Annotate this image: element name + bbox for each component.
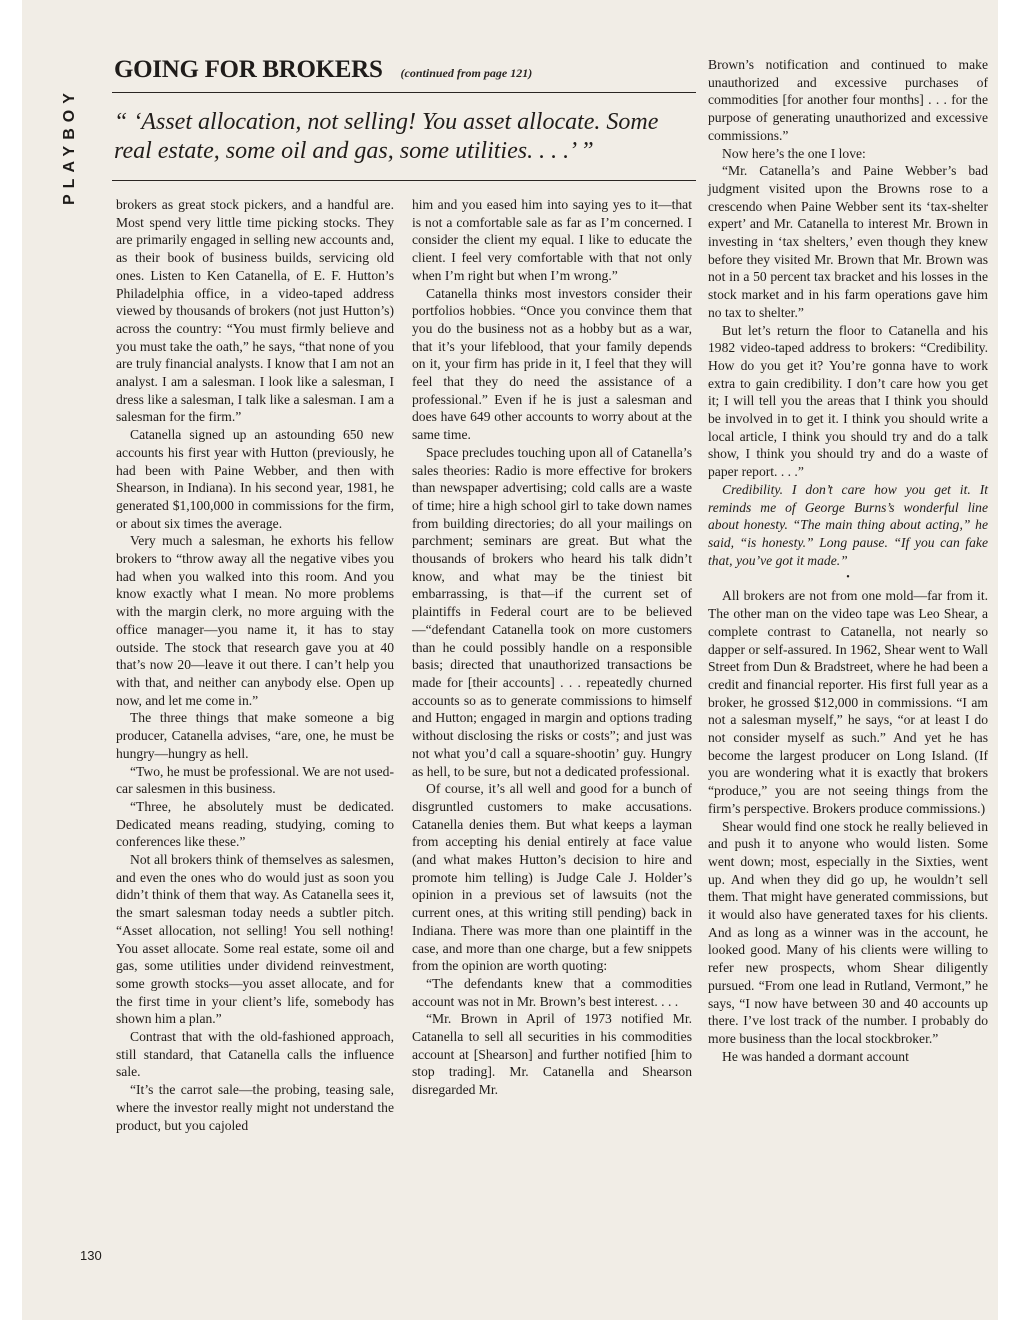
paragraph: “The defendants knew that a commodities account was not in Mr. Brown’s best interest. . . . [412, 975, 692, 1009]
paragraph: Catanella signed up an astounding 650 new accounts his first year with Hutton (previously, he had been with Paine Webber, and then with Shearson, in Indiana). In his second year, 1981, he generated $1,100,000 in commissions for the firm, or about six times the average. [116, 427, 394, 531]
paragraph: “Mr. Catanella’s and Paine Webber’s bad judgment visited upon the Browns rose to a crescendo when Paine Webber sent its ‘tax-shelter expert’ and Mr. Catanella to interest Mr. Brown in investing in ‘tax shelters,’ even though they knew before they visited Mr. Brown that Mr. Brown was not in a 50 percent tax bracket and his losses in the stock market and in his farm operations gave him no tax to shelter.” [708, 163, 988, 320]
paragraph: All brokers are not from one mold—far from it. The other man on the video tape was Leo Shear, a complete contrast to Catanella, not nearly so dapper or self-assured. In 1962, Shear went to Wall Street from Dun & Bradstreet, where he had been a credit and financial reporter. His first full year as a broker, he grossed $12,000 in commissions. “I am not a salesman myself,” he says, “or at least I do not consider myself as such.” And yet he has become the largest producer on Long Island. (If you are wondering what it is exactly that brokers “produce,” you are not seeing things from the firm’s perspective. Brokers produce commissions.) [708, 588, 988, 816]
article-title: GOING FOR BROKERS [114, 56, 383, 83]
paragraph: Brown’s notification and continued to make unauthorized and excessive purchases of commodities [for another four months] . . . for the purpose of generating unauthorized and excessive commissions.” [708, 57, 988, 143]
article-header [114, 56, 694, 84]
rule-top [112, 92, 696, 93]
section-bullet: • [846, 572, 850, 584]
paragraph: Space precludes touching upon all of Catanella’s sales theories: Radio is more effective for brokers than newspaper advertising; cold calls are a waste of time; hire a high school girl to take down names from building directories; do all your mailings on parchment; seminars are great. But what the thousands of brokers who heard his talk didn’t know, and what may be the tiniest bit embarrassing, is that—if the current set of plaintiffs in Federal court are to be believed—“defendant Catanella took on more customers than he could possibly handle on a responsible basis; directed that unauthorized transactions be made for [their accounts] . . . repeatedly churned accounts so as to generate commissions to himself and Hutton; engaged in margin and options trading without disclosing the risks or costs”; and just was not what you’d call a square-shootin’ guy. Hungry as hell, to be sure, but not a dedicated professional. [412, 444, 692, 779]
paragraph: brokers as great stock pickers, and a handful are. Most spend very little time picking stocks. They are primarily engaged in selling new accounts and, as their book of business builds, servicing old ones. Listen to Ken Catanella, of E. F. Hutton’s Philadelphia office, in a video-taped address viewed by thousands of brokers (not just Hutton’s) across the country: “You must firmly believe and you must take the oath,” he says, “that none of you are truly financial analysts. I know that I am not an analyst. I am a salesman. I look like a salesman, I dress like a salesman, I talk like a salesman. I am a salesman for the firm.” [116, 197, 394, 425]
paragraph: “Mr. Brown in April of 1973 notified Mr. Catanella to sell all securities in his commodities account at [Shearson] and further notified [him to stop trading]. Mr. Catanella and Shearson disregarded Mr. [412, 1011, 692, 1098]
magazine-page [22, 0, 998, 1320]
paragraph: But let’s return the floor to Catanella and his 1982 video-taped address to brokers: “Credibility. How do you get it? You’re gonna have to work extra to gain credibility. I don’t care how you get it; I will tell you the areas that I think you should be involved in to get it. I think you should write a local article, I think you should try and do a talk show, I think you should try and do a waste of paper report. . . .” [708, 322, 988, 480]
continued-note: (continued from page 121) [400, 66, 533, 80]
paragraph: Contrast that with the old-fashioned approach, still standard, that Catanella calls the influence sale. [116, 1029, 394, 1080]
page-number: 130 [80, 1248, 102, 1263]
paragraph: “It’s the carrot sale—the probing, teasing sale, where the investor really might not understand the product, but you cajoled [116, 1082, 394, 1133]
paragraph: Not all brokers think of themselves as salesmen, and even the ones who do would just as soon you didn’t think of them that way. As Catanella sees it, the smart salesman today needs a subtler pitch. “Asset allocation, not selling! You sell nothing! You asset allocate. Some real estate, some oil and gas, some utilities under dividend reinvestment, some growth stocks—you asset allocate, and for the first time in your client’s life, somebody has shown him a plan.” [116, 852, 394, 1027]
text-column-1 [116, 196, 394, 1134]
pull-quote: “ ‘Asset allocation, not selling! You asset allocate. Some real estate, some oil and gas, some utilities. . . .’ ” [114, 109, 659, 164]
paragraph: He was handed a dormant account [722, 1048, 909, 1064]
paragraph: Of course, it’s all well and good for a bunch of disgruntled customers to make accusations. Catanella denies them. But what keeps a layman from accepting his denial entirely at face value (and what makes Hutton’s decision to hire and promote him telling) is Judge Cale J. Holder’s opinion in a previous set of lawsuits (not the current ones, at this writing still pending) back in Indiana. There was more than one plaintiff in the case, and more than one charge, but a few snippets from the opinion are worth quoting: [412, 781, 692, 974]
paragraph: Shear would find one stock he really believed in and push it to anyone who would listen. Some went down; most, especially in the Sixties, went up. And when they did go up, he wouldn’t sell them. That might have generated commissions, but it would also have generated taxes for his clients. And as long as a winner was in the account, he looked good. Many of his clients were willing to refer new prospects, whom Shear diligently pursued. “From one lead in Rutland, Vermont,” he says, “I now have between 30 and 40 accounts up there. I’ve lost track of the number. I probably do more business than the local stockbroker.” [708, 818, 988, 1046]
paragraph: Credibility. I don’t care how you get it. It reminds me of George Burns’s wonderful line about honesty. “The main thing about acting,” he said, “is honesty.” Long pause. “If you can fake that, you’ve got it made.” [708, 481, 988, 568]
paragraph: him and you eased him into saying yes to it—that is not a comfortable sale as far as I’m concerned. I consider the client my equal. I like to educate the client. I feel very comfortable with that not only when I’m right but when I’m wrong.” [412, 197, 692, 283]
paragraph: Very much a salesman, he exhorts his fellow brokers to “throw away all the negative vibes you had when you walked into this room. And you know exactly what I mean. No more problems with the margin clerk, no more arguing with the office manager—you name it, it has to stay outside. The stock that research gave you at 40 that’s now 20—leave it out there. I can’t help you with that, and neither can anybody else. Open up now, and let me come in.” [116, 533, 394, 708]
paragraph: “Two, he must be professional. We are not used-car salesmen in this business. [116, 763, 394, 797]
paragraph: “Three, he absolutely must be dedicated. Dedicated means reading, studying, coming to conferences like these.” [116, 798, 394, 850]
text-column-2 [412, 196, 692, 1099]
text-column-3 [708, 56, 988, 1065]
paragraph: Catanella thinks most investors consider their portfolios hobbies. “Once you convince them that you do the business not as a hobby but as a war, that it’s your lifeblood, that your family depends on it, your firm has pride in it, I feel that they will feel that they do need the assistance of a professional.” Even if he is just a salesman and does have 649 other accounts to worry about at the same time. [412, 285, 692, 443]
paragraph: The three things that make someone a big producer, Catanella advises, “are, one, he must be hungry—hungry as hell. [116, 710, 394, 761]
rule-under-quote [112, 180, 696, 181]
paragraph: Now here’s the one I love: [722, 145, 866, 161]
magazine-brand: PLAYBOY [61, 87, 78, 205]
